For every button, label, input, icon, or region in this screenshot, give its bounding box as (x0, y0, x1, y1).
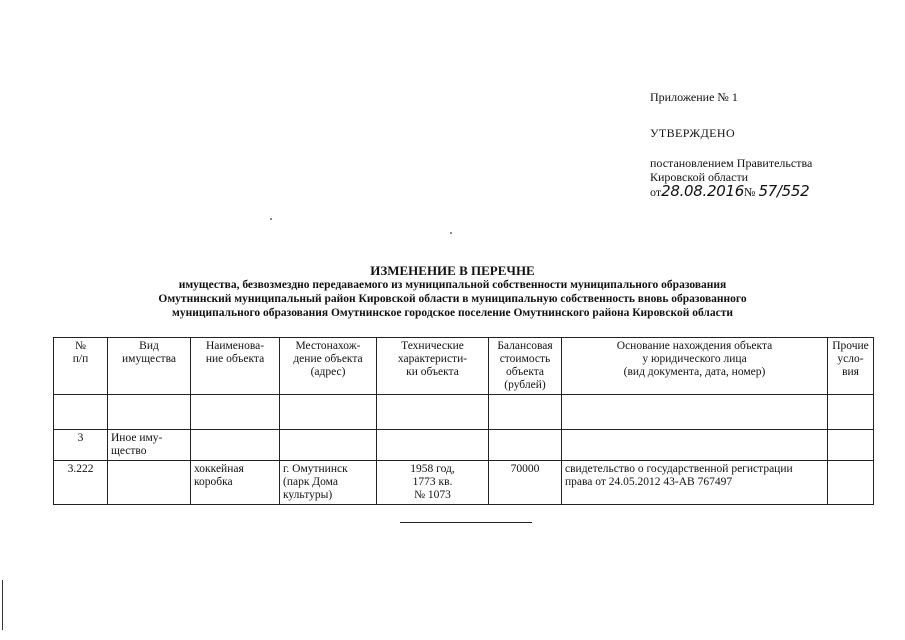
scan-speck (450, 232, 452, 234)
header-type: Вид имущества (108, 338, 191, 395)
decree-line-1: постановлением Правительства (650, 156, 813, 170)
table-row (54, 430, 874, 461)
cell-basis: свидетельство о государственной регистрации права от 24.05.2012 43-АВ 767497 (562, 461, 828, 505)
decree-number: 57/552 (758, 182, 810, 200)
decree-block (650, 156, 812, 199)
subtitle-line-2: Омутнинский муниципальный район Кировской области в муниципальную собственность вновь образованного (158, 293, 747, 305)
table-row (54, 461, 874, 505)
cell-tech: 1958 год, 1773 кв. № 1073 (377, 461, 489, 505)
decree-prefix: от (650, 185, 662, 199)
header-num: № п/п (54, 338, 108, 395)
table-row (54, 395, 874, 430)
cell-type: Иное иму- щество (108, 430, 191, 461)
decree-number-sign: № (743, 185, 756, 199)
appendix-label: Приложение № 1 (650, 90, 738, 104)
cell-num: 3 (54, 430, 108, 461)
decree-line-2: Кировской области (650, 170, 749, 184)
header-name: Наименова- ние объекта (191, 338, 280, 395)
subtitle-line-1: имущества, безвозмездно передаваемого из муниципальной собственности муниципального образования (178, 279, 727, 291)
cell-num: 3.222 (54, 461, 108, 505)
subtitle-line-3: муниципального образования Омутнинское городское поселение Омутнинского района Кировской области (171, 307, 734, 319)
header-basis: Основание нахождения объекта у юридического лица (вид документа, дата, номер) (562, 338, 828, 395)
header-other: Прочие усло- вия (828, 338, 874, 395)
cell-name: хоккейная коробка (191, 461, 280, 505)
margin-mark (2, 580, 3, 630)
property-table (53, 337, 874, 505)
document-title: ИЗМЕНЕНИЕ В ПЕРЕЧНЕ (370, 263, 535, 278)
header-tech: Технические характеристи- ки объекта (377, 338, 489, 395)
header-location: Местонахож- дение объекта (адрес) (280, 338, 377, 395)
scan-speck (270, 218, 272, 220)
decree-date-line (650, 184, 812, 199)
decree-date: 28.08.2016 (661, 182, 744, 200)
cell-location: г. Омутнинск (парк Дома культуры) (280, 461, 377, 505)
cell-balance: 70000 (489, 461, 562, 505)
table-header-row (54, 338, 874, 395)
end-rule (400, 522, 532, 523)
document-subtitle (80, 278, 825, 320)
header-balance: Балансовая стоимость объекта (рублей) (489, 338, 562, 395)
approved-stamp: УТВЕРЖДЕНО (650, 126, 736, 140)
